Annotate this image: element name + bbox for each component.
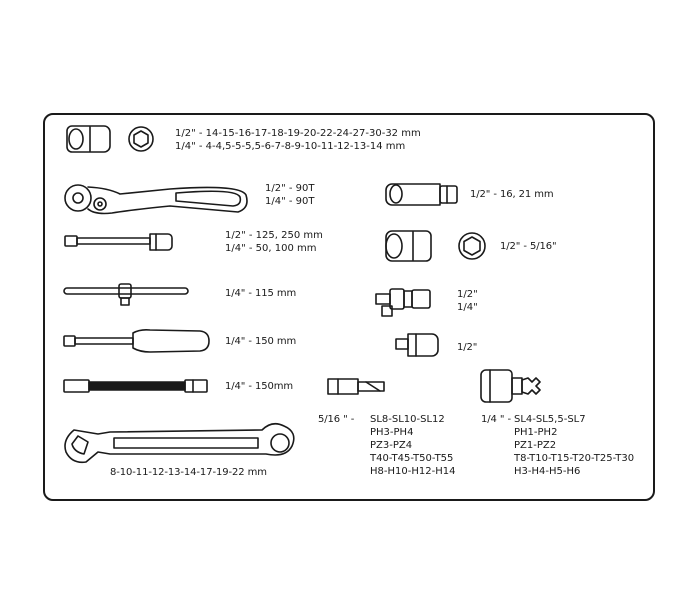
socket-sizes-line-1: 1/2" - 14-15-16-17-18-19-20-22-24-27-30-32 mm — [175, 128, 421, 139]
adapter-icon — [396, 334, 438, 356]
socket-icon — [67, 126, 110, 152]
ratchet-line-2: 1/4" - 90T — [265, 196, 315, 207]
spark-plug-socket-icon — [386, 231, 485, 261]
deep-sockets-label: 1/2" - 16, 21 mm — [470, 189, 554, 200]
spark-plug-socket-label: 1/2" - 5/16" — [500, 241, 557, 252]
universal-joint-icon — [376, 289, 430, 316]
bits-5-16-hex: H8-H10-H12-H14 — [370, 466, 456, 477]
extension-bars-line-1: 1/2" - 125, 250 mm — [225, 230, 323, 241]
bits-5-16-prefix: 5/16 " - — [318, 414, 355, 425]
bits-1-4-slotted: SL4-SL5,5-SL7 — [514, 414, 586, 425]
ratchet-line-1: 1/2" - 90T — [265, 183, 315, 194]
bits-5-16-list — [370, 413, 455, 478]
bits-5-16-slotted: SL8-SL10-SL12 — [370, 414, 445, 425]
bits-5-16-phillips: PH3-PH4 — [370, 427, 414, 438]
wrench-sizes-label: 8-10-11-12-13-14-17-19-22 mm — [110, 467, 267, 478]
socket-sizes-line-2: 1/4" - 4-4,5-5-5,5-6-7-8-9-10-11-12-13-14 mm — [175, 141, 406, 152]
socket-end-view-icon — [129, 127, 153, 151]
bits-1-4-list — [514, 413, 634, 478]
flexible-extension-icon — [64, 380, 207, 392]
bits-1-4-torx: T8-T10-T15-T20-T25-T30 — [514, 453, 635, 464]
deep-socket-icon — [386, 184, 457, 205]
combination-wrench-icon — [65, 424, 294, 463]
extension-bar-icon — [65, 234, 172, 250]
extension-bars-line-2: 1/4" - 50, 100 mm — [225, 243, 317, 254]
t-bar-label: 1/4" - 115 mm — [225, 288, 297, 299]
bits-5-16-pozidriv: PZ3-PZ4 — [370, 440, 413, 451]
bits-5-16-torx: T40-T45-T50-T55 — [370, 453, 454, 464]
extension-bars-label — [225, 229, 323, 255]
adapter-label: 1/2" — [457, 342, 478, 353]
bit-5-16-icon — [328, 379, 384, 394]
universal-joints-line-1: 1/2" — [457, 289, 478, 300]
bits-1-4-phillips: PH1-PH2 — [514, 427, 558, 438]
t-bar-icon — [64, 284, 188, 305]
bit-holder-1-4-icon — [481, 370, 540, 402]
universal-joints-line-2: 1/4" — [457, 302, 478, 313]
ratchet-icon — [65, 185, 247, 214]
flex-extension-label: 1/4" - 150mm — [225, 381, 294, 392]
socket-sizes-label — [175, 127, 421, 153]
spinner-handle-label: 1/4" - 150 mm — [225, 336, 297, 347]
spinner-handle-icon — [64, 330, 209, 352]
bits-1-4-hex: H3-H4-H5-H6 — [514, 466, 581, 477]
bits-1-4-pozidriv: PZ1-PZ2 — [514, 440, 557, 451]
bits-1-4-prefix: 1/4 " - — [481, 414, 511, 425]
universal-joints-label — [457, 288, 478, 314]
ratchet-label — [265, 182, 315, 208]
